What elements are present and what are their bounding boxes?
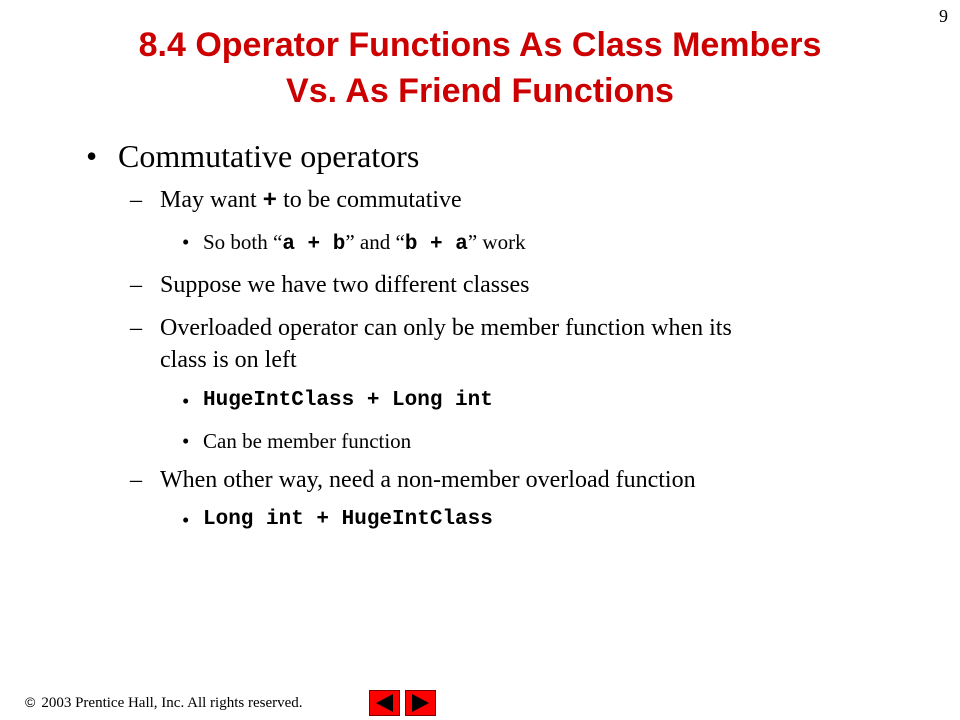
- slide-title: [0, 22, 960, 114]
- bullet-so-both-work: [203, 230, 526, 256]
- slide-title-line1: 8.4 Operator Functions As Class Members: [138, 26, 822, 64]
- bullet-suppose-two-classes: Suppose we have two different classes: [160, 272, 530, 298]
- dash-marker: –: [130, 187, 142, 213]
- copyright-text: 2003 Prentice Hall, Inc. All rights reserved.: [41, 695, 303, 711]
- bullet-marker: •: [182, 389, 190, 413]
- bullet-when-other-way: When other way, need a non-member overload function: [160, 467, 696, 493]
- slide-title-line2: Vs. As Friend Functions: [286, 72, 674, 110]
- right-triangle-icon: [406, 691, 435, 715]
- copyright-icon: ©: [25, 694, 36, 710]
- bullet-text: May want: [160, 187, 263, 213]
- bullet-text: to be commutative: [277, 187, 462, 213]
- code-plus-operator: +: [262, 188, 278, 215]
- dash-marker: –: [130, 315, 142, 341]
- bullet-marker: •: [182, 429, 190, 453]
- bullet-marker: •: [182, 508, 190, 532]
- code-a-plus-b: a + b: [282, 233, 346, 256]
- bullet-marker: •: [86, 138, 98, 174]
- bullet-may-want-commutative: [160, 187, 462, 215]
- bullet-text: So both “: [203, 230, 283, 254]
- code-hugeintclass-plus-long-int: HugeIntClass + Long int: [203, 389, 493, 412]
- bullet-can-be-member: Can be member function: [203, 429, 412, 453]
- bullet-marker: •: [182, 230, 190, 254]
- previous-slide-button[interactable]: [369, 690, 400, 716]
- bullet-overloaded-line2: class is on left: [160, 347, 297, 373]
- bullet-text: ” and “: [345, 230, 405, 254]
- bullet-overloaded-line1: Overloaded operator can only be member function when its: [160, 315, 732, 341]
- code-b-plus-a: b + a: [404, 233, 468, 256]
- bullet-commutative-operators: Commutative operators: [118, 138, 420, 174]
- bullet-text: ” work: [467, 230, 526, 254]
- dash-marker: –: [130, 272, 142, 298]
- dash-marker: –: [130, 467, 142, 493]
- copyright-footer: [25, 694, 303, 712]
- page-number: 9: [939, 6, 948, 26]
- code-long-int-plus-hugeintclass: Long int + HugeIntClass: [203, 508, 493, 531]
- left-triangle-icon: [370, 691, 399, 715]
- next-slide-button[interactable]: [405, 690, 436, 716]
